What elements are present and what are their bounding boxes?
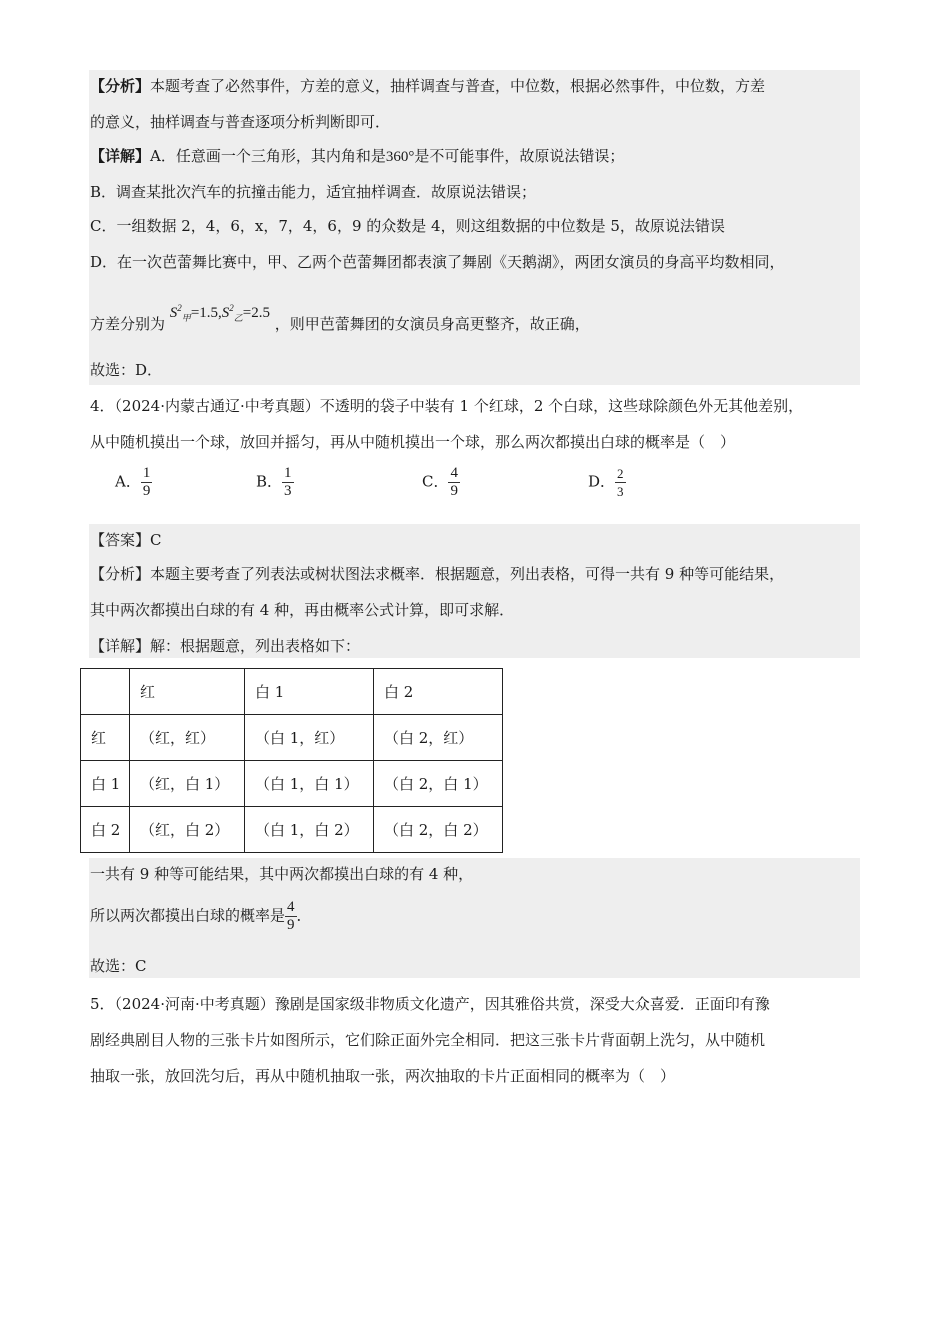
detail-label: 【详解】 bbox=[90, 147, 151, 165]
table-cell bbox=[81, 669, 130, 715]
q4-stem-line-1: 4．（2024·内蒙古通辽·中考真题）不透明的袋子中装有 1 个红球，2 个白球，这些球除颜色外无其他差别， bbox=[90, 397, 804, 415]
q5-stem-line-1: 5．（2024·河南·中考真题）豫剧是国家级非物质文化遗产，因其雅俗共赏，深受大众喜爱．正面印有豫 bbox=[90, 995, 770, 1013]
table-cell: （白 2，白 1） bbox=[374, 761, 503, 807]
q4-analysis-line-2: 其中两次都摸出白球的有 4 种，再由概率公式计算，即可求解． bbox=[90, 601, 515, 619]
angle-360: 360° bbox=[385, 149, 415, 165]
table-cell: （白 1，白 2） bbox=[245, 807, 374, 853]
q3-detail-d-2: 方差分别为 $S^2_甲=1.5,S^2_乙=2.5$ ，则甲芭蕾舞团的女演员身高更整齐，故正确， bbox=[90, 303, 590, 333]
q4-result-line-1: 一共有 9 种等可能结果，其中两次都摸出白球的有 4 种， bbox=[90, 865, 474, 883]
q3-analysis-line-2: 的意义，抽样调查与普查逐项分析判断即可． bbox=[90, 113, 391, 131]
table-header-cell: 白 2 bbox=[374, 669, 503, 715]
table-cell: 白 2 bbox=[81, 807, 130, 853]
option-b: B． $\frac{1}{3}$ bbox=[256, 465, 292, 499]
result-fraction: $\frac{4}{9}$ bbox=[287, 899, 295, 933]
table-cell: （红，红） bbox=[130, 715, 245, 761]
analysis-label: 【分析】 bbox=[90, 77, 151, 95]
table-cell: 白 1 bbox=[81, 761, 130, 807]
table-header-cell: 白 1 bbox=[245, 669, 374, 715]
probability-table bbox=[80, 668, 503, 853]
q4-detail: 【详解】解：根据题意，列出表格如下： bbox=[90, 637, 361, 655]
q3-detail-a: 【详解】A．任意画一个三角形，其内角和是360°是不可能事件，故原说法错误； bbox=[90, 147, 625, 165]
q3-detail-b: B．调查某批次汽车的抗撞击能力，适宜抽样调查．故原说法错误； bbox=[90, 183, 537, 201]
q4-answer: 【答案】C bbox=[90, 531, 162, 549]
q3-analysis-line-1 bbox=[90, 76, 765, 96]
option-a: A． $\frac{1}{9}$ bbox=[115, 465, 151, 499]
variance-formula: $S^2_甲=1.5,S^2_乙=2.5$ bbox=[169, 303, 271, 323]
q4-result-line-2: 所以两次都摸出白球的概率是 $\frac{4}{9}$ ． bbox=[90, 899, 312, 933]
q5-stem-line-2: 剧经典剧目人物的三张卡片如图所示，它们除正面外完全相同．把这三张卡片背面朝上洗匀，从中随机 bbox=[90, 1031, 766, 1049]
table-cell: （白 1，白 1） bbox=[245, 761, 374, 807]
option-d: D． $\frac{2}{3}$ bbox=[588, 466, 624, 499]
table-row bbox=[81, 807, 503, 853]
table-cell: （白 1，红） bbox=[245, 715, 374, 761]
q5-stem-line-3: 抽取一张，放回洗匀后，再从中随机抽取一张，两次抽取的卡片正面相同的概率为（ ） bbox=[90, 1067, 676, 1085]
table-row bbox=[81, 715, 503, 761]
table-header-cell: 红 bbox=[130, 669, 245, 715]
q4-stem-line-2: 从中随机摸出一个球，放回并摇匀，再从中随机摸出一个球，那么两次都摸出白球的概率是（ ） bbox=[90, 433, 736, 451]
table-cell: （白 2，白 2） bbox=[374, 807, 503, 853]
table-cell: 红 bbox=[81, 715, 130, 761]
analysis-text: 本题考查了必然事件，方差的意义，抽样调查与普查，中位数，根据必然事件，中位数，方差 bbox=[150, 77, 766, 95]
table-cell: （白 2，红） bbox=[374, 715, 503, 761]
table-row bbox=[81, 761, 503, 807]
q3-detail-c: C．一组数据 2，4，6，x，7，4，6，9 的众数是 4，则这组数据的中位数是 5，故原说法错误 bbox=[90, 217, 725, 235]
table-cell: （红，白 2） bbox=[130, 807, 245, 853]
option-c: C． $\frac{4}{9}$ bbox=[422, 465, 458, 499]
table-cell: （红，白 1） bbox=[130, 761, 245, 807]
q4-analysis-line-1: 【分析】本题主要考查了列表法或树状图法求概率．根据题意，列出表格，可得一共有 9 种等可能结果， bbox=[90, 565, 785, 583]
q3-choice: 故选：D． bbox=[90, 361, 163, 379]
table-row bbox=[81, 669, 503, 715]
q4-choice: 故选：C bbox=[90, 957, 147, 975]
q3-detail-d-1: D．在一次芭蕾舞比赛中，甲、乙两个芭蕾舞团都表演了舞剧《天鹅湖》，两团女演员的身高平均数相同， bbox=[90, 253, 785, 271]
